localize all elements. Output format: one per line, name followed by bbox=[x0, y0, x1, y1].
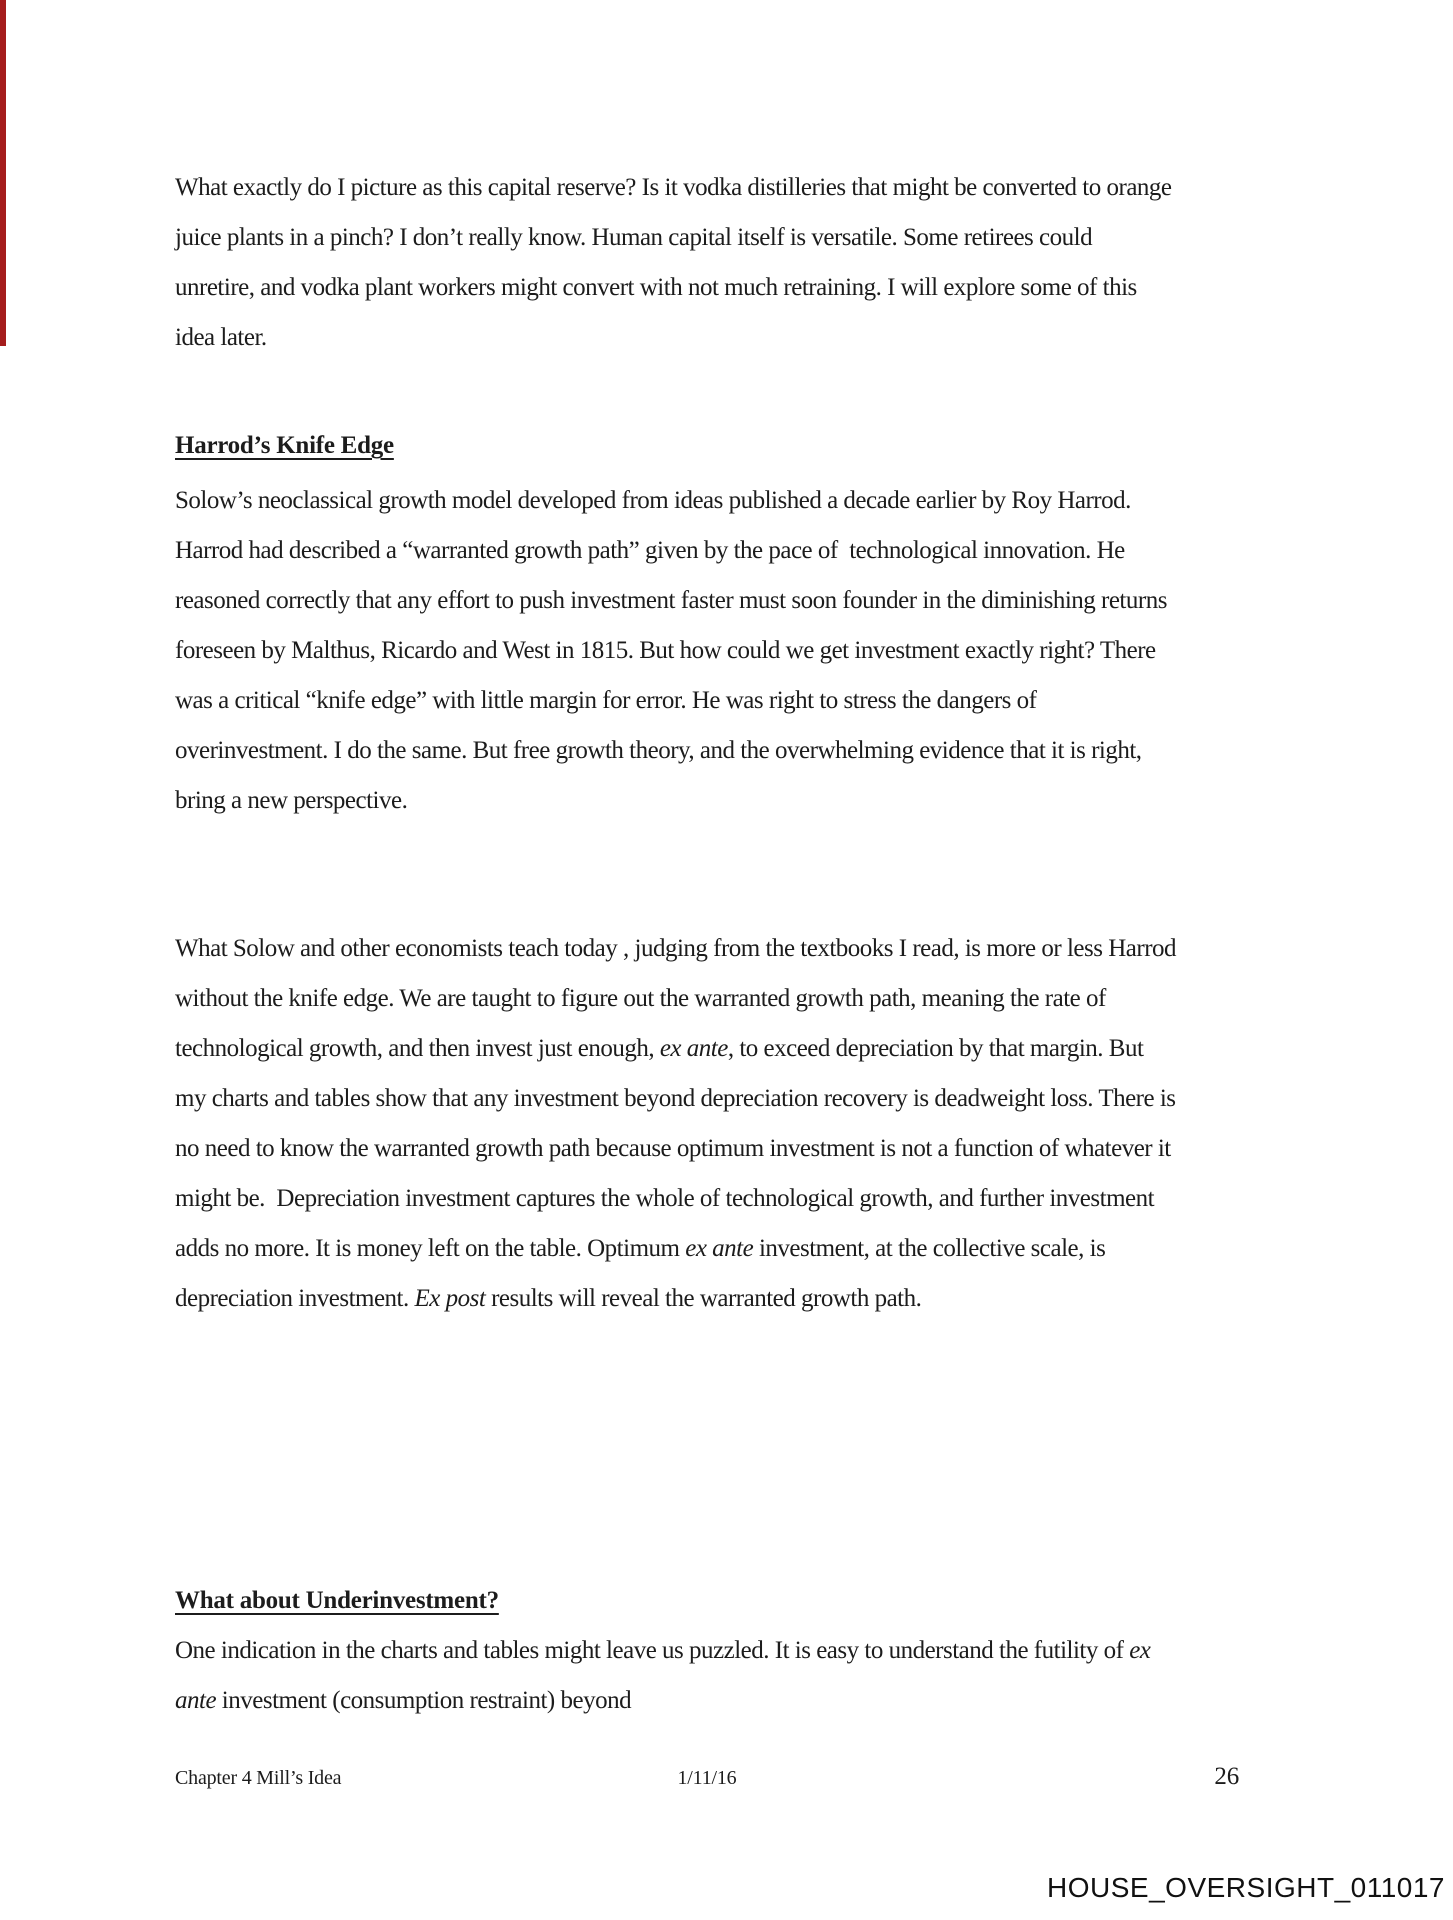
paragraph-capital-reserve bbox=[175, 163, 1177, 363]
text-run: Solow’s neoclassical growth model developed from ideas published a decade earlier by Roy Harrod. Harrod had described a “warranted growth path” given by the pace of technological innovation. He reasoned correctly that any effort to push investment faster must soon founder in the diminishing returns foreseen by Malthus, Ricardo and West in 1815. But how could we get investment exactly right? There was a critical “knife edge” with little margin for error. He was right to stress the dangers of overinvestment. I do the same. But free growth theory, and the overwhelming evidence that it is right, bring a new perspective. bbox=[175, 487, 1173, 814]
watermark-bates-number: HOUSE_OVERSIGHT_011017 bbox=[1047, 1872, 1445, 1903]
text-run: Harrod’s Knife Edge bbox=[175, 432, 394, 459]
italic-text-run: ex ante bbox=[175, 1637, 1157, 1714]
paragraph-solow-model bbox=[175, 476, 1177, 826]
italic-text-run: Ex post bbox=[414, 1285, 486, 1312]
text-run: One indication in the charts and tables might leave us puzzled. It is easy to understand the futility of bbox=[175, 1637, 1130, 1664]
left-edge-red-mark bbox=[0, 0, 6, 346]
heading-harrods-knife-edge bbox=[175, 421, 1177, 471]
paragraph-what-solow-teaches bbox=[175, 924, 1182, 1324]
italic-text-run: ex ante bbox=[685, 1235, 754, 1262]
page-footer bbox=[175, 1763, 1239, 1791]
text-run: What Solow and other economists teach today , judging from the textbooks I read, is more or less Harrod without the knife edge. We are taught to figure out the warranted growth path, meaning the rate of technological growth, and then invest just enough, bbox=[175, 935, 1182, 1062]
text-run: results will reveal the warranted growth path. bbox=[485, 1285, 922, 1312]
text-run: , to exceed depreciation by that margin. But my charts and tables show that any investment beyond depreciation recovery is deadweight loss. There is no need to know the warranted growth path because optimum investment is not a function of whatever it might be. Depreciation investment captures the whole of technological growth, and further investment adds no more. It is money left on the table. Optimum bbox=[175, 1035, 1182, 1262]
footer-chapter-title: Chapter 4 Mill’s Idea bbox=[175, 1767, 342, 1789]
text-run: investment (consumption restraint) beyond bbox=[216, 1687, 632, 1714]
footer-date: 1/11/16 bbox=[677, 1767, 737, 1789]
heading-what-about-underinvestment bbox=[175, 1576, 1177, 1626]
text-run: investment, at the collective scale, is depreciation investment. bbox=[175, 1235, 1112, 1312]
text-run: What exactly do I picture as this capital reserve? Is it vodka distilleries that might be converted to orange juice plants in a pinch? I don’t really know. Human capital itself is versatile. Some retirees could unretire, and vodka plant workers might convert with not much retraining. I will explore some of this idea later. bbox=[175, 174, 1178, 351]
footer-page-number: 26 bbox=[1214, 1763, 1239, 1790]
paragraph-one-indication bbox=[175, 1626, 1177, 1726]
text-run: What about Underinvestment? bbox=[175, 1587, 499, 1614]
italic-text-run: ex ante bbox=[659, 1035, 728, 1062]
